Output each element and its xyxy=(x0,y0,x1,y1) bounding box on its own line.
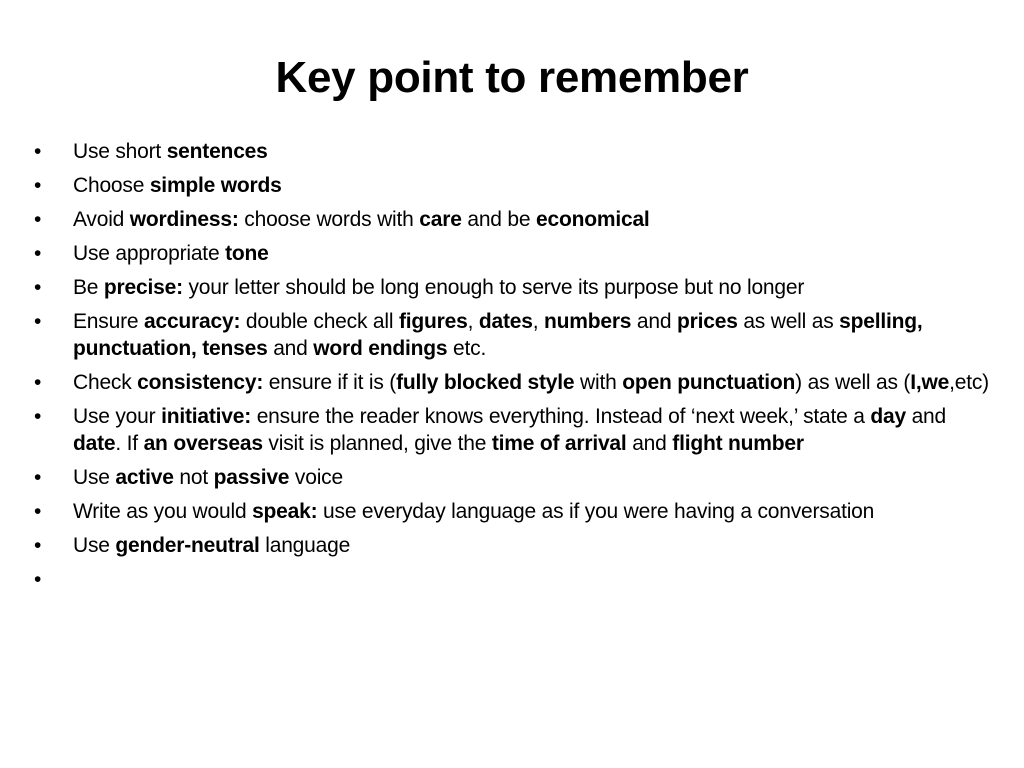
bullet-text xyxy=(73,138,994,165)
bullet-text-regular: and xyxy=(631,310,677,333)
bullet-text xyxy=(73,464,994,491)
bullet-text-regular: , xyxy=(532,310,544,333)
bullet-text-regular: Ensure xyxy=(73,310,144,333)
bullet-text-regular: Write as you would xyxy=(73,500,253,523)
bullet-text-bold: gender-neutral xyxy=(115,534,260,557)
bullet-text xyxy=(73,172,994,199)
bullet-text-regular: ,etc) xyxy=(949,371,989,394)
bullet-text-bold: tone xyxy=(225,242,269,265)
bullet-text-regular: . If xyxy=(115,432,144,455)
bullet-text-regular: voice xyxy=(289,466,343,489)
bullet-dot-icon: • xyxy=(34,534,42,557)
slide-title: Key point to remember xyxy=(275,53,749,102)
bullet-text-bold: word endings xyxy=(313,337,448,360)
bullet-text-bold: numbers xyxy=(543,310,632,333)
bullet-dot-icon: • xyxy=(34,208,42,231)
bullet-text-regular: language xyxy=(259,534,351,557)
bullet-text-regular: ensure the reader knows everything. Instead of ‘next week,’ state a xyxy=(251,405,871,428)
bullet-text-regular: visit is planned, give the xyxy=(262,432,492,455)
bullet-item xyxy=(34,274,994,301)
bullet-text-regular: ) as well as ( xyxy=(795,371,911,394)
bullet-text-bold: time of arrival xyxy=(491,432,627,455)
bullet-text-bold: an overseas xyxy=(143,432,263,455)
bullet-dot-icon: • xyxy=(34,140,42,163)
bullet-text-regular: your letter should be long enough to serve its purpose but no longer xyxy=(182,276,805,299)
bullet-text-bold: open punctuation xyxy=(622,371,796,394)
bullet-text-regular: Use your xyxy=(73,405,162,428)
bullet-item xyxy=(34,464,994,491)
bullet-text xyxy=(73,532,994,559)
bullet-text-bold: consistency: xyxy=(137,371,264,394)
bullet-text-bold: initiative: xyxy=(161,405,252,428)
bullet-text-regular: double check all xyxy=(240,310,399,333)
bullet-item xyxy=(34,206,994,233)
bullet-text xyxy=(73,240,994,267)
bullet-text-regular: Use xyxy=(73,534,116,557)
bullet-text-regular: and xyxy=(626,432,673,455)
bullet-dot-icon: • xyxy=(34,174,42,197)
bullet-text-regular: Be xyxy=(73,276,104,299)
bullet-text-bold: day xyxy=(870,405,906,428)
bullet-text-bold: prices xyxy=(677,310,738,333)
bullet-text-bold: active xyxy=(115,466,174,489)
bullet-text-bold: date xyxy=(73,432,116,455)
bullet-dot-icon: • xyxy=(34,405,42,428)
bullet-text-bold: accuracy: xyxy=(143,310,241,333)
bullet-item xyxy=(34,532,994,559)
bullet-dot-icon: • xyxy=(34,276,42,299)
bullet-text-regular: not xyxy=(173,466,214,489)
bullet-text-regular: Use appropriate xyxy=(73,242,226,265)
bullet-text xyxy=(73,274,994,301)
bullet-text-regular: use everyday language as if you were having a conversation xyxy=(317,500,875,523)
bullet-text xyxy=(73,308,994,362)
bullet-text-bold: care xyxy=(419,208,462,231)
bullet-text-bold: dates xyxy=(478,310,533,333)
bullet-text-regular: choose words with xyxy=(238,208,420,231)
bullet-text-bold: precise: xyxy=(103,276,183,299)
bullet-text-regular: Use short xyxy=(73,140,167,163)
bullet-item xyxy=(34,369,994,396)
bullet-text-regular: etc. xyxy=(447,337,487,360)
bullet-text-bold: passive xyxy=(213,466,290,489)
bullet-text-bold: speak: xyxy=(252,500,318,523)
bullet-text-bold: flight number xyxy=(672,432,804,455)
bullet-text-regular: and xyxy=(905,405,947,428)
bullet-text xyxy=(73,403,994,457)
bullet-text-bold: wordiness: xyxy=(129,208,239,231)
bullet-dot-icon: • xyxy=(34,310,42,333)
bullet-text-bold: I,we xyxy=(910,371,950,394)
bullet-text-regular: with xyxy=(574,371,623,394)
bullet-text-bold: spelling, punctuation, tenses xyxy=(73,310,923,360)
bullet-text-regular: , xyxy=(467,310,479,333)
bullet-text-regular: Avoid xyxy=(73,208,130,231)
bullet-dot-icon: • xyxy=(34,568,42,591)
bullet-text xyxy=(73,369,994,396)
bullet-dot-icon: • xyxy=(34,242,42,265)
bullet-text xyxy=(73,206,994,233)
bullet-text-regular: and be xyxy=(461,208,537,231)
bullet-text-regular: Check xyxy=(73,371,138,394)
bullet-text-regular: as well as xyxy=(737,310,840,333)
bullet-text-bold: sentences xyxy=(166,140,268,163)
bullet-item xyxy=(34,240,994,267)
bullet-dot-icon: • xyxy=(34,500,42,523)
bullet-item xyxy=(34,308,994,362)
bullet-text-regular: Choose xyxy=(73,174,150,197)
bullet-list xyxy=(34,138,994,591)
bullet-text-bold: fully blocked style xyxy=(396,371,575,394)
bullet-item xyxy=(34,403,994,457)
bullet-dot-icon: • xyxy=(34,371,42,394)
bullet-dot-icon: • xyxy=(34,466,42,489)
bullet-text-bold: figures xyxy=(398,310,468,333)
bullet-text-bold: simple words xyxy=(149,174,282,197)
bullet-text xyxy=(73,498,994,525)
bullet-text-regular: ensure if it is ( xyxy=(263,371,397,394)
bullet-item xyxy=(34,498,994,525)
bullet-text-regular: Use xyxy=(73,466,116,489)
bullet-item xyxy=(34,172,994,199)
bullet-text-regular: and xyxy=(267,337,314,360)
bullet-text-bold: economical xyxy=(536,208,650,231)
bullet-item xyxy=(34,138,994,165)
